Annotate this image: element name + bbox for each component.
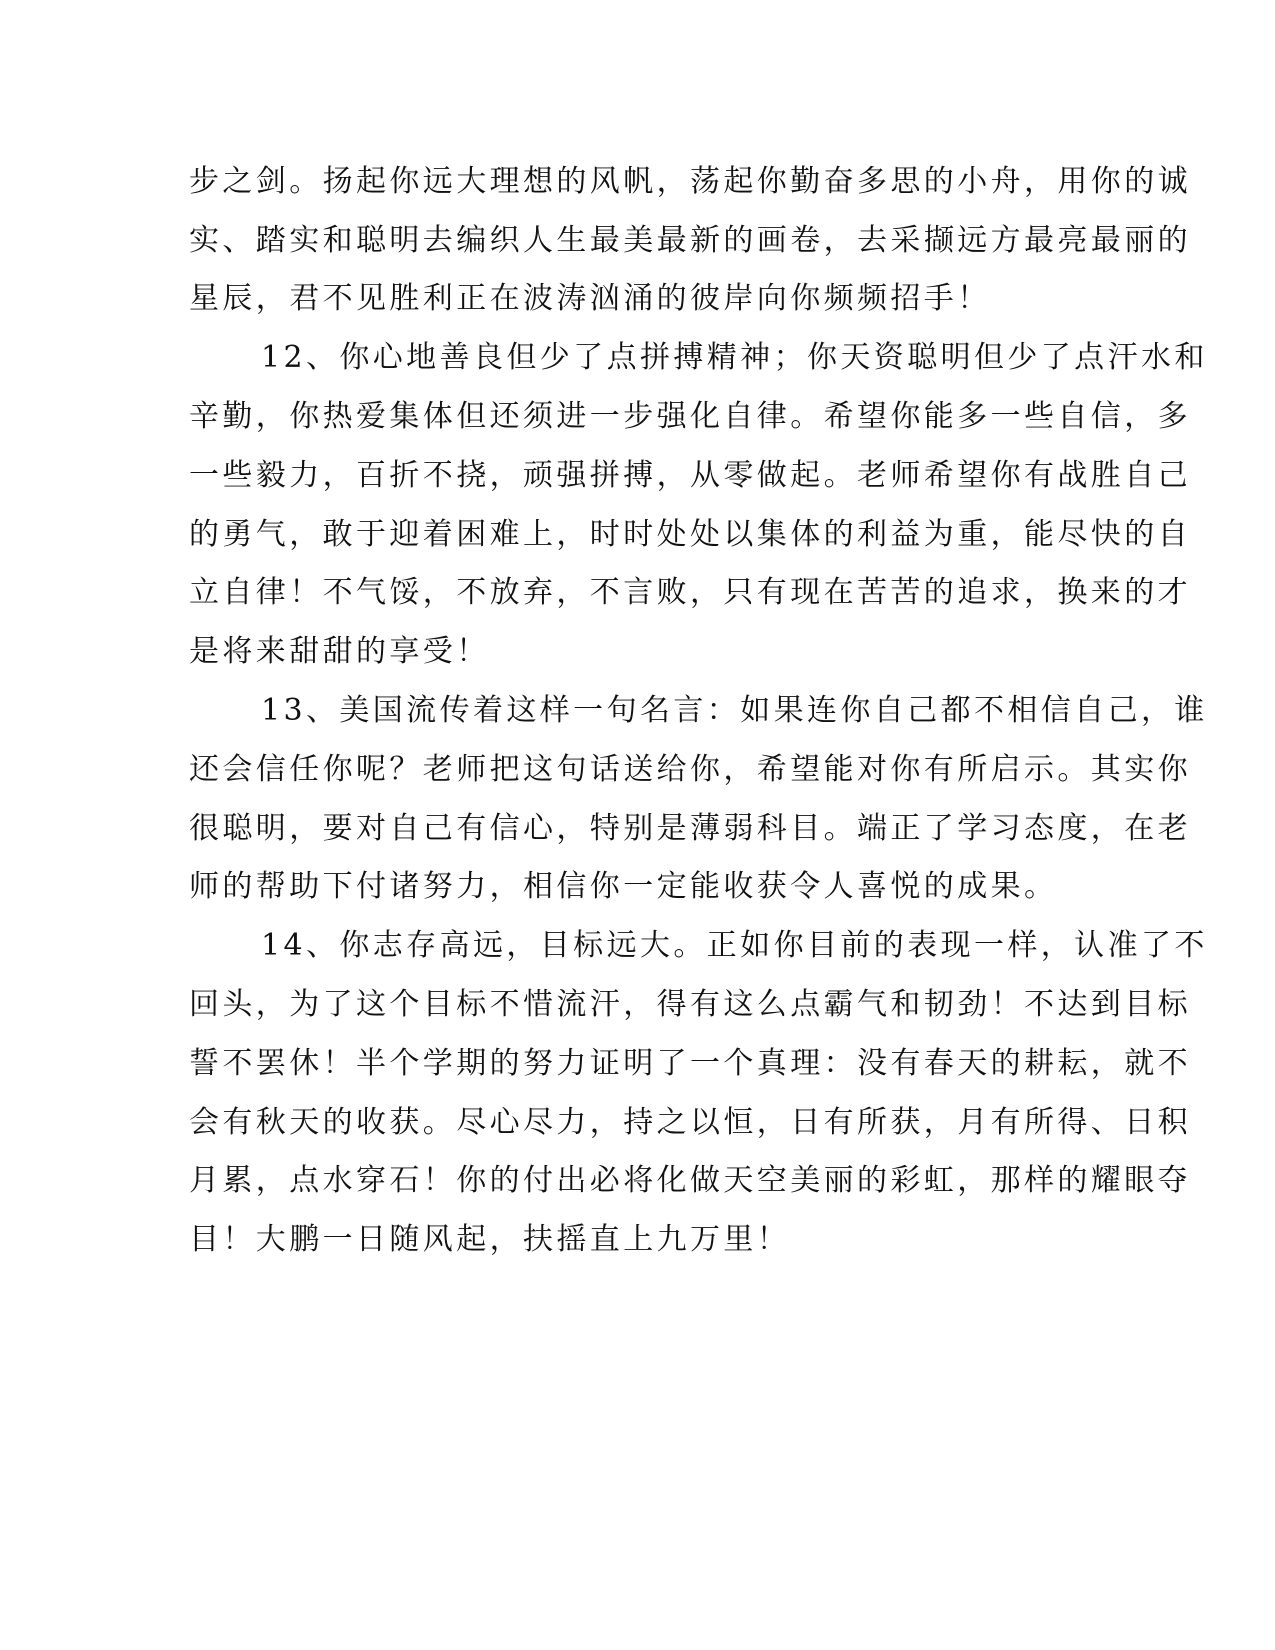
paragraph-line: 还会信任你呢？老师把这句话送给你，希望能对你有所启示。其实你 bbox=[189, 752, 1191, 787]
paragraph-line: 星辰，君不见胜利正在波涛汹涌的彼岸向你频频招手！ bbox=[189, 281, 991, 316]
paragraph-line: 誓不罢休！半个学期的努力证明了一个真理：没有春天的耕耘，就不 bbox=[189, 1046, 1191, 1081]
paragraph-line: 12、你心地善良但少了点拼搏精神；你天资聪明但少了点汗水和 bbox=[261, 340, 1208, 375]
paragraph-line: 立自律！不气馁，不放弃，不言败，只有现在苦苦的追求，换来的才 bbox=[189, 575, 1191, 610]
paragraph-line: 师的帮助下付诸努力，相信你一定能收获令人喜悦的成果。 bbox=[189, 869, 1058, 904]
paragraph-line: 实、踏实和聪明去编织人生最美最新的画卷，去采撷远方最亮最丽的 bbox=[189, 223, 1191, 258]
paragraph-line: 14、你志存高远，目标远大。正如你目前的表现一样，认准了不 bbox=[261, 928, 1208, 963]
paragraph-line: 目！大鹏一日随风起，扶摇直上九万里！ bbox=[189, 1222, 791, 1257]
paragraph-line: 的勇气，敢于迎着困难上，时时处处以集体的利益为重，能尽快的自 bbox=[189, 517, 1191, 552]
paragraph-line: 月累，点水穿石！你的付出必将化做天空美丽的彩虹，那样的耀眼夺 bbox=[189, 1163, 1191, 1198]
paragraph-line: 13、美国流传着这样一句名言：如果连你自己都不相信自己，谁 bbox=[261, 693, 1208, 728]
paragraph-line: 会有秋天的收获。尽心尽力，持之以恒，日有所获，月有所得、日积 bbox=[189, 1105, 1191, 1140]
paragraph-line: 回头，为了这个目标不惜流汗，得有这么点霸气和韧劲！不达到目标 bbox=[189, 987, 1191, 1022]
paragraph-line: 是将来甜甜的享受！ bbox=[189, 634, 490, 669]
paragraph-line: 一些毅力，百折不挠，顽强拼搏，从零做起。老师希望你有战胜自己 bbox=[189, 458, 1191, 493]
paragraph-line: 步之剑。扬起你远大理想的风帆，荡起你勤奋多思的小舟，用你的诚 bbox=[189, 164, 1191, 199]
paragraph-line: 很聪明，要对自己有信心，特别是薄弱科目。端正了学习态度，在老 bbox=[189, 811, 1191, 846]
paragraph-line: 辛勤，你热爱集体但还须进一步强化自律。希望你能多一些自信，多 bbox=[189, 399, 1191, 434]
